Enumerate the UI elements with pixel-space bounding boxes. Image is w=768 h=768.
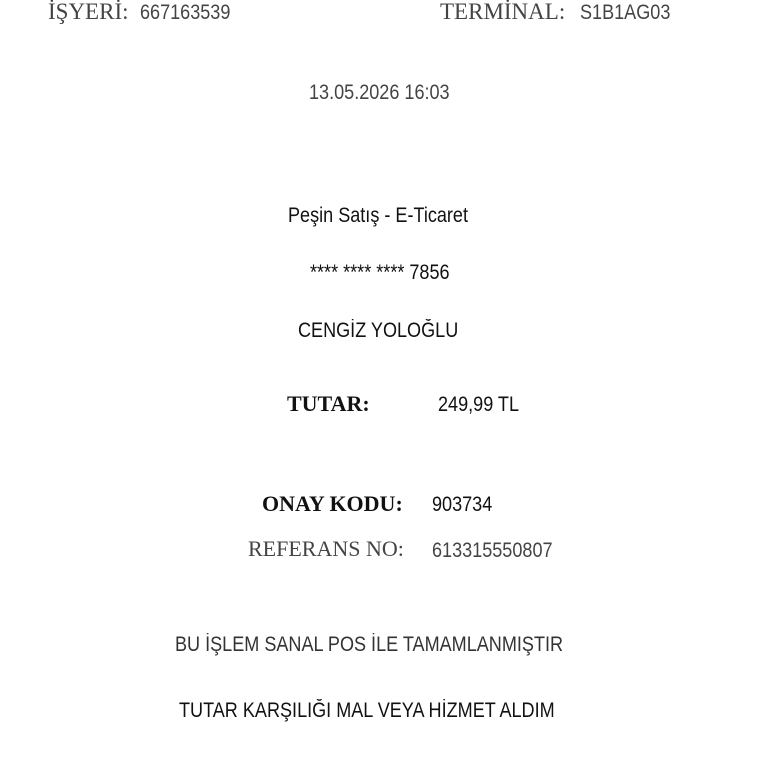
terminal-label: TERMİNAL: [440,0,566,24]
reference-number-label: REFERANS NO: [248,536,404,561]
approval-code-label: ONAY KODU: [262,491,403,516]
approval-code-value: 903734 [432,493,493,516]
amount-value: 249,99 TL [438,393,520,416]
transaction-type: Peşin Satış - E-Ticaret [288,204,468,227]
masked-card-number: **** **** **** 7856 [310,261,450,284]
acknowledgement-note: TUTAR KARŞILIĞI MAL VEYA HİZMET ALDIM [179,699,555,722]
merchant-label: İŞYERİ: [48,0,129,24]
terminal-id: S1B1AG03 [580,1,671,24]
merchant-id: 667163539 [140,1,231,24]
transaction-datetime: 13.05.2026 16:03 [309,81,450,104]
reference-number-value: 613315550807 [432,539,553,562]
virtual-pos-note: BU İŞLEM SANAL POS İLE TAMAMLANMIŞTIR [175,633,564,656]
cardholder-name: CENGİZ YOLOĞLU [298,319,459,342]
amount-label: TUTAR: [287,391,370,416]
